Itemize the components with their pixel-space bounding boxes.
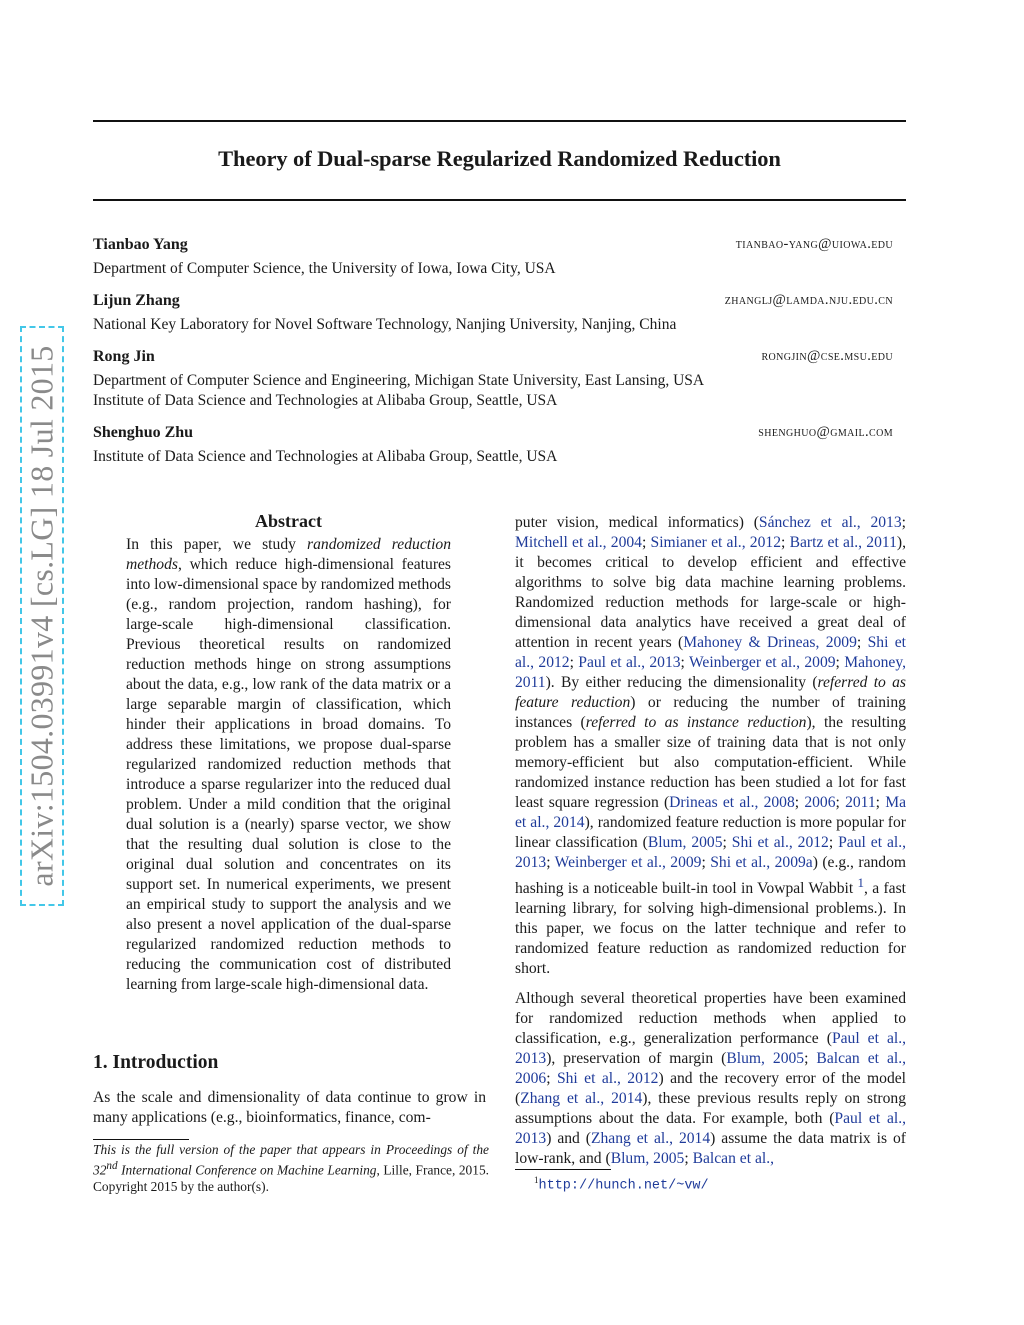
abstract-text: In this paper, we study randomized reduction methods, which reduce high-dimensional features into low-dimensional space by randomized methods (e.g., random projection, random hashing), for large-scale high-dimensional classification. Previous theoretical results on randomized reduction methods hinge on strong assumptions about the data, e.g., low rank of the data matrix or a large separable margin of classification, which hinder their applications in broad domains. To address these limitations, we propose dual-sparse regularized randomized reduction methods that introduce a sparse regularizer into the reduced dual problem. Under a mild condition that the original dual solution is a (nearly) sparse vector, we show that the resulting dual solution is close to the original dual solution and concentrates on its support set. In numerical experiments, we present an empirical study to support the analysis and we also present a novel application of the dual-sparse regularized randomized reduction methods to reducing the communication cost of distributed learning from large-scale high-dimensional data. bbox=[126, 536, 451, 993]
author-name: Lijun Zhang bbox=[93, 292, 180, 309]
author-email[interactable]: shenghuo@gmail.com bbox=[758, 424, 893, 440]
abstract-section bbox=[126, 511, 451, 995]
footnote-url bbox=[534, 1175, 709, 1194]
citation-link[interactable]: Paul et al., 2013 bbox=[515, 834, 907, 871]
footnote-link[interactable]: http://hunch.net/~vw/ bbox=[538, 1178, 709, 1194]
author-block bbox=[93, 235, 893, 279]
citation-link[interactable]: Sánchez et al., 2013 bbox=[758, 514, 902, 531]
author-affiliation: National Key Laboratory for Novel Software Technology, Nanjing University, Nanjing, China bbox=[93, 316, 677, 333]
footnote-rule bbox=[515, 1169, 611, 1170]
citation-link[interactable]: Shi et al., 2009a bbox=[710, 854, 813, 871]
citation-link[interactable]: Weinberger et al., 2009 bbox=[554, 854, 702, 871]
citation-link[interactable]: Mitchell et al., 2004 bbox=[515, 534, 642, 551]
abstract-emphasis: randomized reduction methods bbox=[126, 536, 451, 573]
author-affiliation: Institute of Data Science and Technologies at Alibaba Group, Seattle, USA bbox=[93, 448, 558, 465]
author-email[interactable]: rongjin@cse.msu.edu bbox=[761, 348, 893, 364]
author-affiliation: Department of Computer Science and Engineering, Michigan State University, East Lansing, USA bbox=[93, 372, 705, 389]
footnote-mark: 1 bbox=[534, 1175, 539, 1185]
citation-link[interactable]: Mahoney & Drineas, 2009 bbox=[683, 634, 857, 651]
author-affiliation-secondary: Institute of Data Science and Technologies at Alibaba Group, Seattle, USA bbox=[93, 392, 558, 409]
author-name: Rong Jin bbox=[93, 348, 155, 365]
title-rule-top bbox=[93, 120, 906, 122]
citation-link[interactable]: Zhang et al., 2014 bbox=[590, 1130, 711, 1148]
citation-link[interactable]: Mahoney, 2011 bbox=[515, 654, 907, 691]
citation-link[interactable]: Bartz et al., 2011 bbox=[789, 534, 897, 551]
body-paragraph: puter vision, medical informatics) (Sánchez et al., 2013; Mitchell et al., 2004; Simianer et al., 2012; Bartz et al., 2011), it becomes critical to develop efficient and effective algorithms to solve big data machine learning problems. Randomized reduction methods for large-scale or high-dimensional data analytics have received a great deal of attention in recent years (Mahoney & Drineas, 2009; Shi et al., 2012; Paul et al., 2013; Weinberger et al., 2009; Mahoney, 2011). By either reducing the dimensionality (referred to as feature reduction) or reducing the number of training instances (referred to as instance reduction), the resulting problem has a smaller size of training data that is not only memory-efficient but also computation-efficient. While randomized instance reduction has been studied a lot for fast least square regression (Drineas et al., 2008; 2006; 2011; Ma et al., 2014), randomized feature reduction is more popular for linear classification (Blum, 2005; Shi et al., 2012; Paul et al., 2013; Weinberger et al., 2009; Shi et al., 2009a) (e.g., random hashing is a noticeable built-in tool in Vowpal Wabbit $^1$, a fast learning library, for solving high-dimensional problems.). In this paper, we focus on the latter technique and refer to randomized feature reduction as randomized reduction for short. bbox=[515, 514, 907, 978]
citation-link[interactable]: 2006 bbox=[804, 794, 836, 811]
citation-link[interactable]: Paul et al., 2013 bbox=[515, 1110, 907, 1148]
author-affiliation: Department of Computer Science, the University of Iowa, Iowa City, USA bbox=[93, 260, 556, 277]
arxiv-identifier: arXiv:1504.03991v4 [cs.LG] 18 Jul 2015 bbox=[23, 345, 60, 887]
author-block bbox=[93, 291, 893, 335]
abstract-heading: Abstract bbox=[255, 511, 322, 531]
citation-link[interactable]: Weinberger et al., 2009 bbox=[688, 654, 836, 671]
author-name: Tianbao Yang bbox=[93, 236, 188, 253]
right-column bbox=[515, 513, 906, 1169]
author-email[interactable]: zhanglj@lamda.nju.edu.cn bbox=[724, 292, 893, 308]
citation-link[interactable]: Shi et al., 2012 bbox=[515, 634, 906, 671]
citation-link[interactable]: Blum, 2005 bbox=[610, 1150, 685, 1168]
author-name: Shenghuo Zhu bbox=[93, 424, 194, 441]
footnote-publication: This is the full version of the paper that appears in Proceedings of the 32nd International Conference on Machine Learning, Lille, France, 2015. Copyright 2015 by the author(s). bbox=[93, 1142, 489, 1195]
citation-link[interactable]: Simianer et al., 2012 bbox=[650, 534, 781, 551]
footnote-marker[interactable]: 1 bbox=[857, 875, 865, 890]
citation-link[interactable]: 2011 bbox=[845, 794, 876, 811]
citation-link[interactable]: Balcan et al., bbox=[692, 1150, 774, 1168]
arxiv-identifier-box bbox=[20, 326, 64, 906]
citation-link[interactable]: Balcan et al., 2006 bbox=[515, 1050, 906, 1088]
body-paragraph: Although several theoretical properties have been examined for randomized reduction methods when applied to classification, e.g., generalization performance (Paul et al., 2013), preservation of margin (Blum, 2005; Balcan et al., 2006; Shi et al., 2012) and the recovery error of the model (Zhang et al., 2014), these previous results reply on strong assumptions about the data. For example, both (Paul et al., 2013) and (Zhang et al., 2014) assume the data matrix is of low-rank, and (Blum, 2005; Balcan et al., bbox=[515, 990, 907, 1168]
citation-link[interactable]: Paul et al., 2013 bbox=[578, 654, 681, 671]
author-block bbox=[93, 347, 893, 411]
citation-link[interactable]: Ma et al., 2014 bbox=[515, 794, 907, 831]
citation-link[interactable]: Shi et al., 2012 bbox=[731, 834, 829, 851]
citation-link[interactable]: Shi et al., 2012 bbox=[556, 1070, 659, 1088]
citation-link[interactable]: Drineas et al., 2008 bbox=[669, 794, 795, 811]
author-email[interactable]: tianbao-yang@uiowa.edu bbox=[735, 236, 893, 252]
footnote-rule bbox=[93, 1139, 189, 1140]
author-block bbox=[93, 423, 893, 467]
citation-link[interactable]: Blum, 2005 bbox=[647, 834, 723, 851]
paper-title: Theory of Dual-sparse Regularized Randomized Reduction bbox=[218, 146, 781, 171]
introduction-section bbox=[93, 1052, 486, 1128]
citation-link[interactable]: Paul et al., 2013 bbox=[515, 1030, 906, 1068]
citation-link[interactable]: Zhang et al., 2014 bbox=[520, 1090, 643, 1108]
citation-link[interactable]: Blum, 2005 bbox=[726, 1050, 805, 1068]
introduction-text: As the scale and dimensionality of data continue to grow in many applications (e.g., bioinformatics, finance, com- bbox=[93, 1089, 486, 1126]
introduction-heading: 1. Introduction bbox=[93, 1052, 219, 1073]
title-rule-bottom bbox=[93, 199, 906, 201]
